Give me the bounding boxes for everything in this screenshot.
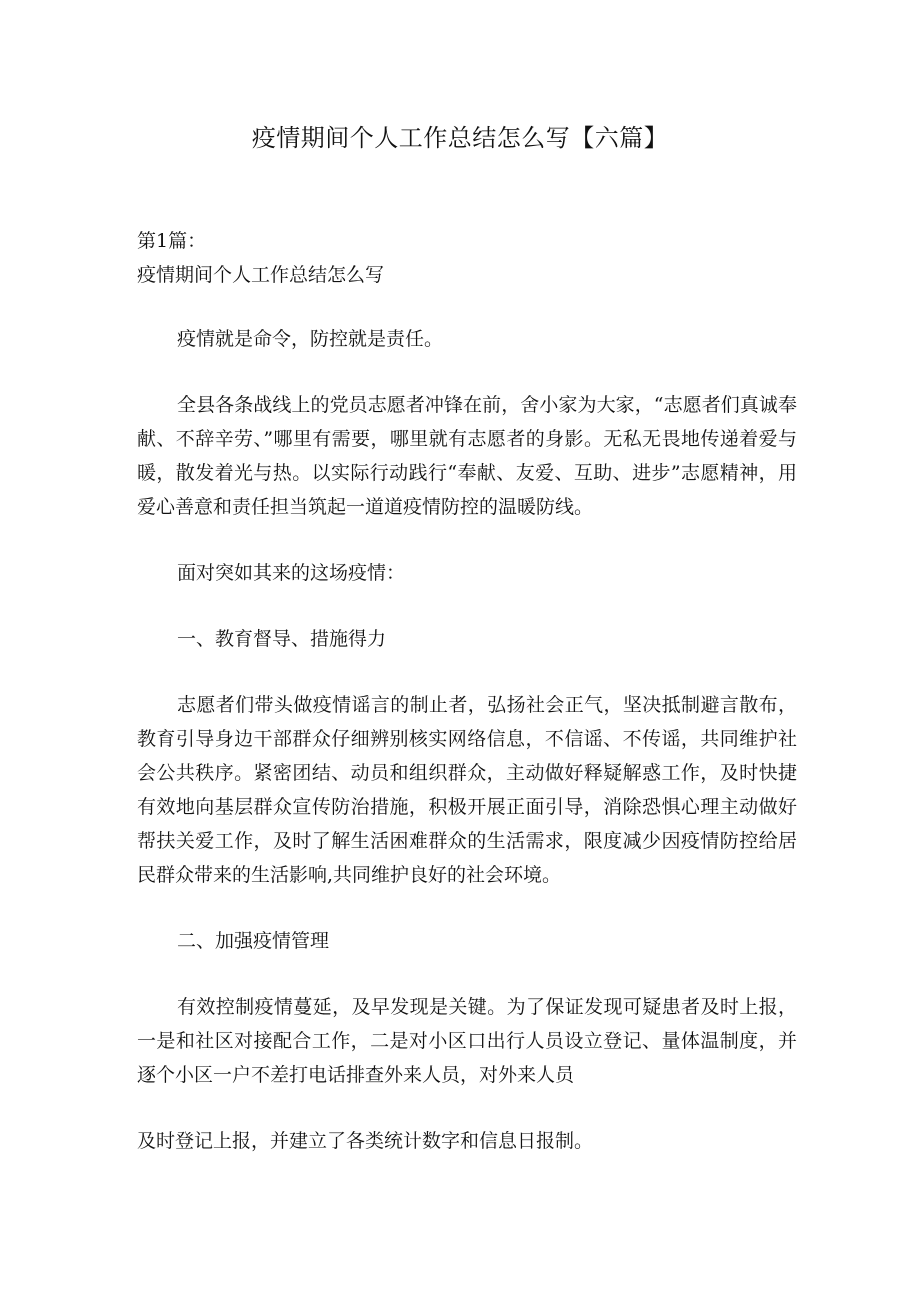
paragraph-5: 有效控制疫情蔓延，及早发现是关键。为了保证发现可疑患者及时上报，一是和社区对接配合工作，二是对小区口出行人员设立登记、量体温制度，并逐个小区一户不差打电话排查外来人员，对外来人员: [137, 996, 797, 1086]
paragraph-1: 疫情就是命令，防控就是责任。: [177, 328, 444, 350]
part-label: 第1篇：: [137, 230, 207, 252]
document-body: [137, 224, 797, 1158]
paragraph-2: 全县各条战线上的党员志愿者冲锋在前，舍小家为大家，“志愿者们真诚奉献、不辞辛劳、”哪里有需要，哪里就有志愿者的身影。无私无畏地传递着爱与暖，散发着光与热。以实际行动践行“奉献、友爱、互助、进步”志愿精神，用爱心善意和责任担当筑起一道道疫情防控的温暖防线。: [137, 394, 797, 518]
part-subtitle: 疫情期间个人工作总结怎么写: [137, 264, 385, 286]
section-heading-1: 一、教育督导、措施得力: [177, 628, 387, 650]
section-heading-2: 二、加强疫情管理: [177, 930, 330, 952]
paragraph-6: 及时登记上报，并建立了各类统计数字和信息日报制。: [137, 1130, 594, 1152]
document-title: 疫情期间个人工作总结怎么写【六篇】: [251, 124, 669, 152]
paragraph-3: 面对突如其来的这场疫情：: [177, 562, 406, 584]
paragraph-4: 志愿者们带头做疫情谣言的制止者，弘扬社会正气，坚决抵制避言散布，教育引导身边干部群众仔细辨别核实网络信息，不信谣、不传谣，共同维护社会公共秩序。紧密团结、动员和组织群众，主动做好释疑解惑工作，及时快捷有效地向基层群众宣传防治措施，积极开展正面引导，消除恐惧心理主动做好帮扶关爱工作，及时了解生活困难群众的生活需求，限度减少因疫情防控给居民群众带来的生活影响,共同维护良好的社会环境。: [137, 694, 797, 886]
